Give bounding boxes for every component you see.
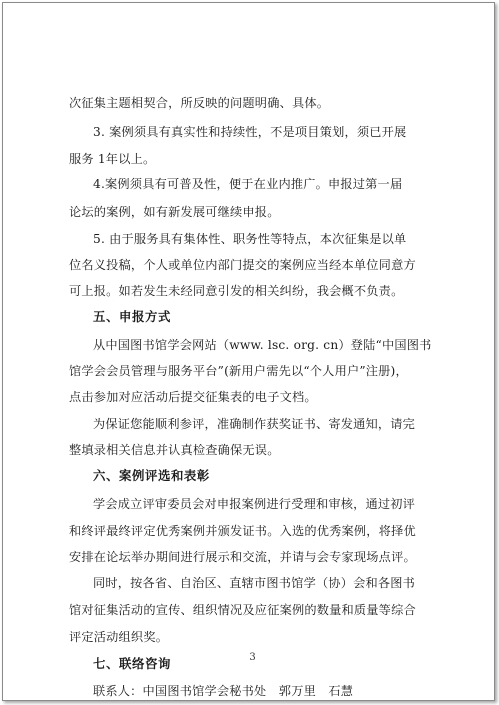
- text-line: 安排在论坛举办期间进行展示和交流，并请与会专家现场点评。: [69, 550, 416, 564]
- section-heading: 七、联络咨询: [93, 656, 171, 671]
- page-number: 3: [249, 652, 256, 663]
- contact-line: 联系人：中国图书馆学会秘书处 郭万里 石慧: [93, 684, 354, 698]
- text-line: 可上报。如若发生未经同意引发的相关纠纷，我会概不负责。: [69, 284, 404, 298]
- text-line: 服务 1年以上。: [69, 152, 156, 166]
- section-heading: 六、案例评选和表彰: [93, 468, 210, 483]
- text-line: 同时，按各省、自治区、直辖市图书馆学（协）会和各图书: [93, 576, 416, 590]
- text-line: 整填录相关信息并认真检查确保无误。: [69, 443, 280, 457]
- text-line: 学会成立评审委员会对申报案例进行受理和审核，通过初评: [93, 497, 416, 511]
- text-line: 论坛的案例，如有新发展可继续申报。: [69, 205, 280, 219]
- text-line: 馆对征集活动的宣传、组织情况及应征案例的数量和质量等综合: [69, 603, 416, 617]
- document-page: [2, 2, 495, 701]
- text-line: 次征集主题相契合，所反映的问题明确、具体。: [69, 96, 330, 110]
- section-heading: 五、申报方式: [93, 309, 171, 324]
- text-line: 点击参加对应活动后提交征集表的电子文档。: [69, 390, 317, 404]
- text-line: 位名义投稿，个人或单位内部门提交的案例应当经本单位同意方: [69, 258, 416, 272]
- text-line: 5. 由于服务具有集体性、职务性等特点，本次征集是以单: [93, 232, 407, 246]
- text-line: 从中国图书馆学会网站（www. lsc. org. cn）登陆“中国图书: [93, 338, 432, 352]
- text-line: 评定活动组织奖。: [69, 630, 169, 644]
- text-line: 馆学会会员管理与服务平台”(新用户需先以“个人用户”注册)，: [69, 364, 408, 378]
- text-line: 3. 案例须具有真实性和持续性，不是项目策划，须已开展: [93, 125, 407, 139]
- text-line: 和终评最终评定优秀案例并颁发证书。入选的优秀案例，将择优: [69, 524, 416, 538]
- text-line: 4.案例须具有可普及性，便于在业内推广。申报过第一届: [93, 177, 403, 191]
- text-line: 为保证您能顺利参评，准确制作获奖证书、寄发通知，请完: [93, 417, 416, 431]
